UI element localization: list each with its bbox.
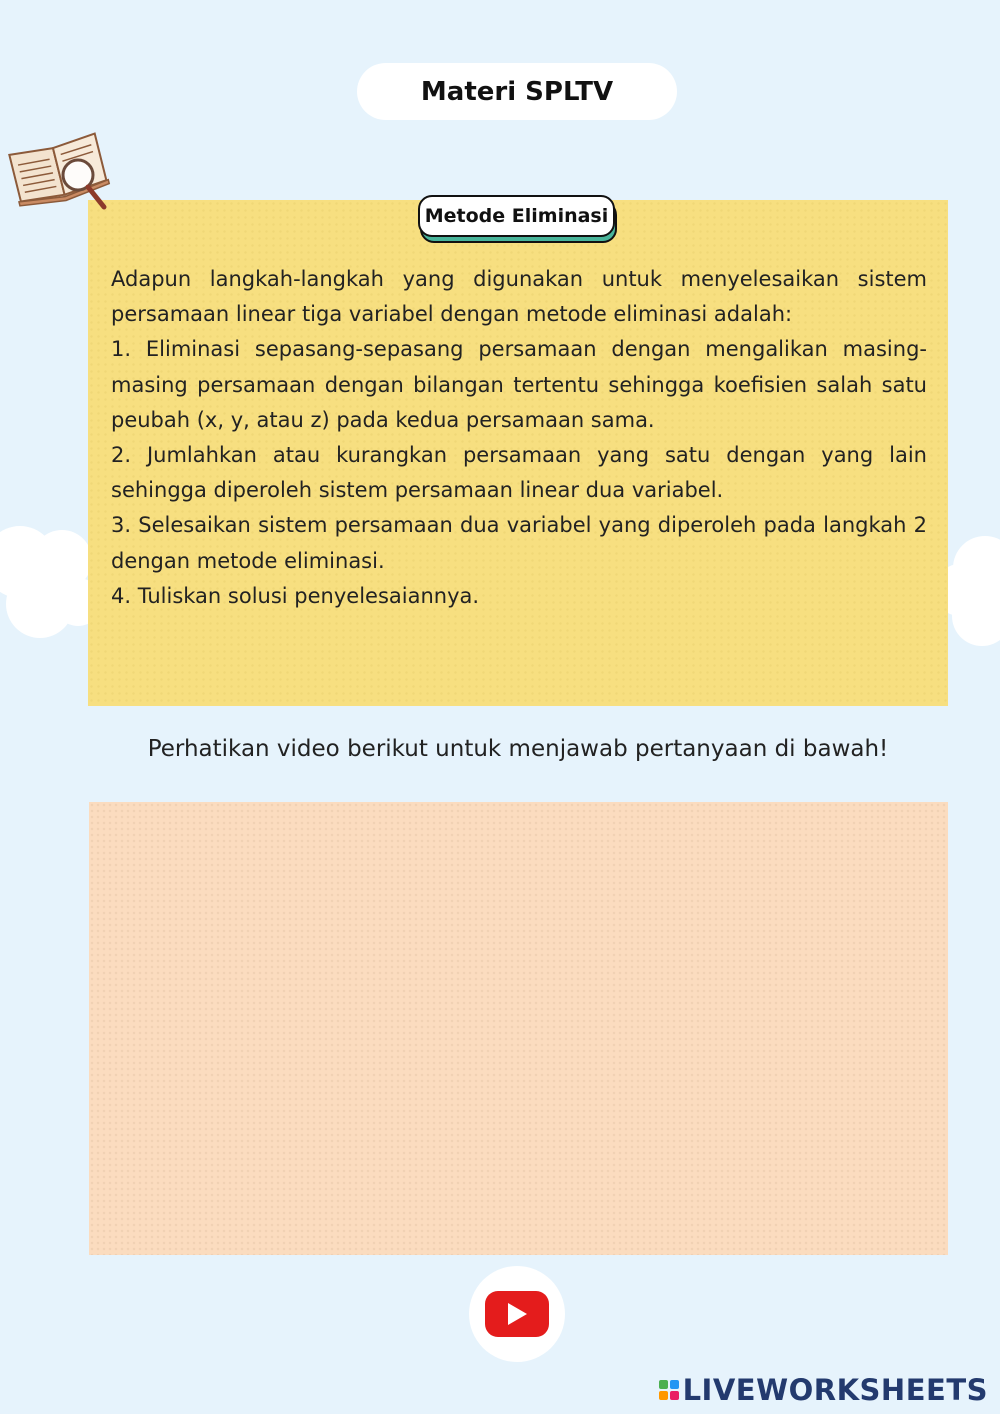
method-badge xyxy=(418,195,617,245)
video-instruction: Perhatikan video berikut untuk menjawab pertanyaan di bawah! xyxy=(147,736,889,762)
method-badge-label: Metode Eliminasi xyxy=(418,195,615,237)
youtube-play-button[interactable] xyxy=(469,1266,565,1362)
liveworksheets-mark-icon xyxy=(659,1380,679,1400)
method-steps-text xyxy=(111,262,927,614)
step-4: 4. Tuliskan solusi penyelesaiannya. xyxy=(111,583,480,608)
book-magnifier-icon xyxy=(8,125,112,211)
step-2: 2. Jumlahkan atau kurangkan persamaan yang satu dengan yang lain sehingga diperoleh sistem persamaan linear dua variabel. xyxy=(111,443,927,503)
step-3: 3. Selesaikan sistem persamaan dua variabel yang diperoleh pada langkah 2 dengan metode eliminasi. xyxy=(111,513,927,573)
video-placeholder[interactable] xyxy=(89,802,948,1255)
brand-name: LIVEWORKSHEETS xyxy=(682,1373,988,1407)
liveworksheets-logo xyxy=(659,1372,988,1408)
intro-paragraph: Adapun langkah-langkah yang digunakan untuk menyelesaikan sistem persamaan linear tiga variabel dengan metode eliminasi adalah: xyxy=(111,267,927,327)
youtube-play-icon xyxy=(485,1291,549,1337)
page-title: Materi SPLTV xyxy=(357,63,677,120)
step-1: 1. Eliminasi sepasang-sepasang persamaan dengan mengalikan masing-masing persamaan dengan bilangan tertentu sehingga koefisien salah satu peubah (x, y, atau z) pada kedua persamaan sama. xyxy=(111,337,927,432)
